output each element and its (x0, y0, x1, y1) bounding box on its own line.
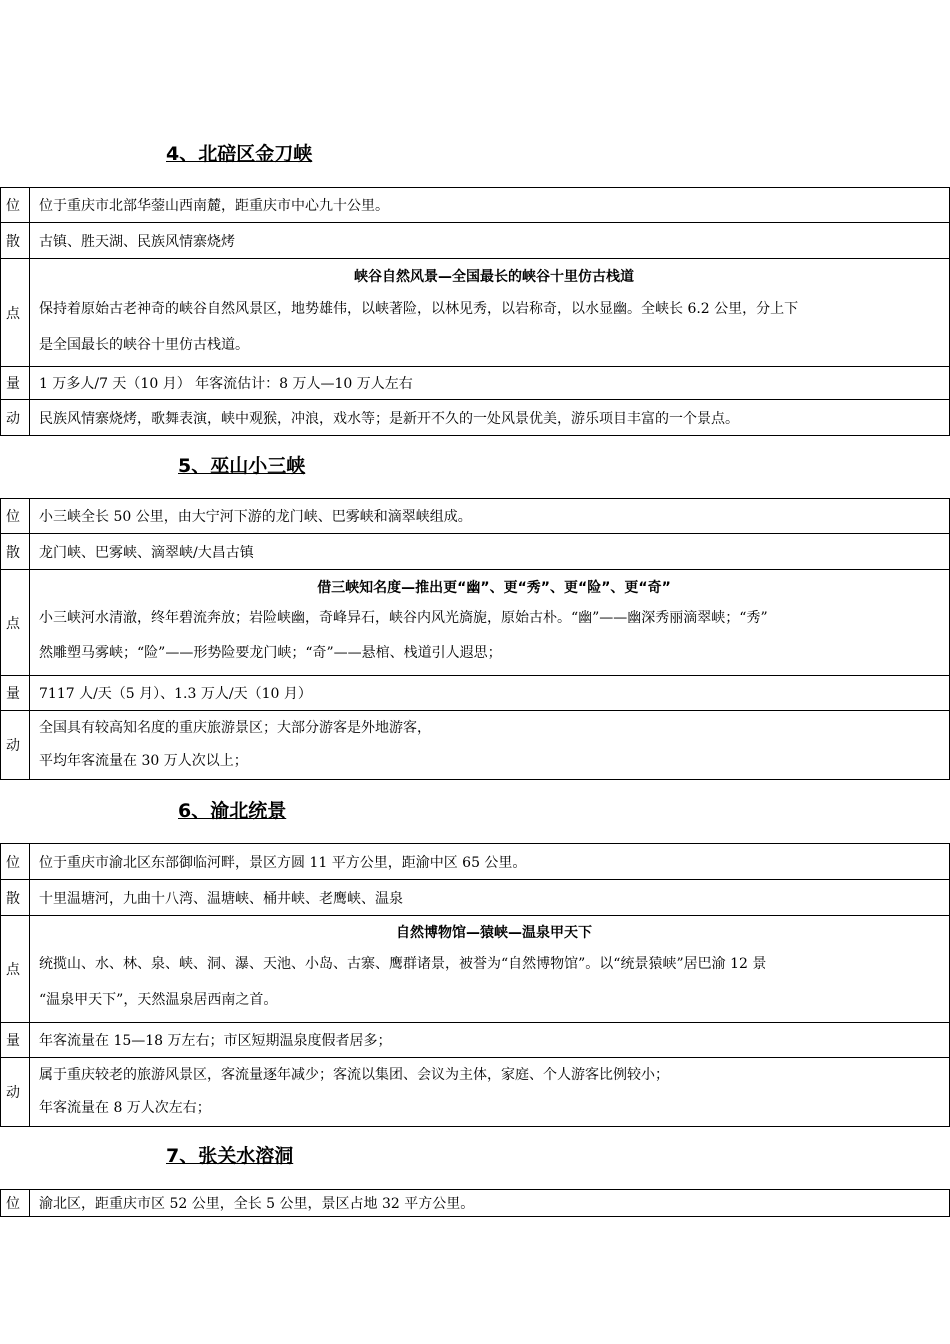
row-value: 1 万多人/7 天（10 月） 年客流估计：8 万人—10 万人左右 (30, 367, 950, 400)
row-label: 量 (1, 367, 30, 400)
row-label: 位 (1, 188, 30, 223)
row-value: 位于重庆市北部华蓥山西南麓，距重庆市中心九十公里。 (30, 188, 950, 223)
info-table (0, 1189, 950, 1217)
table-row (1, 711, 950, 780)
row-label: 动 (1, 711, 30, 780)
section-title: 7、张关水溶洞 (166, 1145, 294, 1167)
table-row (1, 223, 950, 259)
table-row (1, 367, 950, 400)
row-label: 动 (1, 400, 30, 436)
section-title: 6、渝北统景 (178, 800, 287, 822)
row-heading: 峡谷自然风景—全国最长的峡谷十里仿古栈道 (354, 268, 634, 285)
row-value: 全国具有较高知名度的重庆旅游景区；大部分游客是外地游客， 平均年客流量在 30 万人次以上； (30, 711, 950, 780)
row-label: 位 (1, 1190, 30, 1217)
table-row (1, 188, 950, 223)
row-value: 古镇、胜天湖、民族风情寨烧烤 (30, 223, 950, 259)
info-table (0, 498, 950, 780)
row-label: 散 (1, 534, 30, 570)
row-value: 属于重庆较老的旅游风景区，客流量逐年减少；客流以集团、会议为主体，家庭、个人游客比例较小； 年客流量在 8 万人次左右； (30, 1058, 950, 1127)
table-row (1, 844, 950, 880)
row-value: 龙门峡、巴雾峡、滴翠峡/大昌古镇 (30, 534, 950, 570)
row-label: 动 (1, 1058, 30, 1127)
row-label: 量 (1, 676, 30, 711)
table-row (1, 1058, 950, 1127)
row-label: 点 (1, 916, 30, 1023)
table-row (1, 880, 950, 916)
row-heading: 借三峡知名度—推出更“幽”、更“秀”、更“险”、更“奇” (317, 579, 671, 596)
row-value: 渝北区，距重庆市区 52 公里，全长 5 公里，景区占地 32 平方公里。 (30, 1190, 950, 1217)
table-row (1, 676, 950, 711)
section-title: 5、巫山小三峡 (178, 455, 306, 477)
row-value: 7117 人/天（5 月）、1.3 万人/天（10 月） (30, 676, 950, 711)
table-row (1, 400, 950, 436)
row-value: 小三峡全长 50 公里，由大宁河下游的龙门峡、巴雾峡和滴翠峡组成。 (30, 499, 950, 534)
row-label: 位 (1, 844, 30, 880)
row-label: 点 (1, 259, 30, 367)
info-table (0, 843, 950, 1127)
table-row (1, 1023, 950, 1058)
table-row (1, 1190, 950, 1217)
info-table (0, 187, 950, 436)
row-value: 借三峡知名度—推出更“幽”、更“秀”、更“险”、更“奇” 小三峡河水清澈，终年碧流奔放；岩险峡幽，奇峰异石，峡谷内风光旖旎，原始古朴。“幽”——幽深秀丽滴翠峡；“秀” 然雕塑马雾峡；“险”——形势险要龙门峡；“奇”——悬棺、栈道引人遐思； (30, 570, 950, 676)
row-value: 峡谷自然风景—全国最长的峡谷十里仿古栈道 保持着原始古老神奇的峡谷自然风景区，地势雄伟，以峡著险，以林见秀，以岩称奇，以水显幽。全峡长 6.2 公里，分上下 是全国最长的峡谷十里仿古栈道。 (30, 259, 950, 367)
row-value: 年客流量在 15—18 万左右；市区短期温泉度假者居多； (30, 1023, 950, 1058)
row-label: 位 (1, 499, 30, 534)
row-value: 自然博物馆—猿峡—温泉甲天下 统揽山、水、林、泉、峡、洞、瀑、天池、小岛、古寨、鹰群诸景，被誉为“自然博物馆”。以“统景猿峡”居巴渝 12 景 “温泉甲天下”，天然温泉居西南之首。 (30, 916, 950, 1023)
table-row (1, 916, 950, 1023)
row-label: 点 (1, 570, 30, 676)
row-label: 量 (1, 1023, 30, 1058)
row-value: 十里温塘河，九曲十八湾、温塘峡、桶井峡、老鹰峡、温泉 (30, 880, 950, 916)
row-heading: 自然博物馆—猿峡—温泉甲天下 (396, 925, 592, 941)
row-value: 位于重庆市渝北区东部御临河畔，景区方圆 11 平方公里，距渝中区 65 公里。 (30, 844, 950, 880)
section-title: 4、北碚区金刀峡 (166, 143, 313, 165)
row-value: 民族风情寨烧烤，歌舞表演，峡中观猴，冲浪，戏水等；是新开不久的一处风景优美，游乐项目丰富的一个景点。 (30, 400, 950, 436)
row-label: 散 (1, 880, 30, 916)
table-row (1, 259, 950, 367)
row-label: 散 (1, 223, 30, 259)
table-row (1, 570, 950, 676)
table-row (1, 499, 950, 534)
table-row (1, 534, 950, 570)
